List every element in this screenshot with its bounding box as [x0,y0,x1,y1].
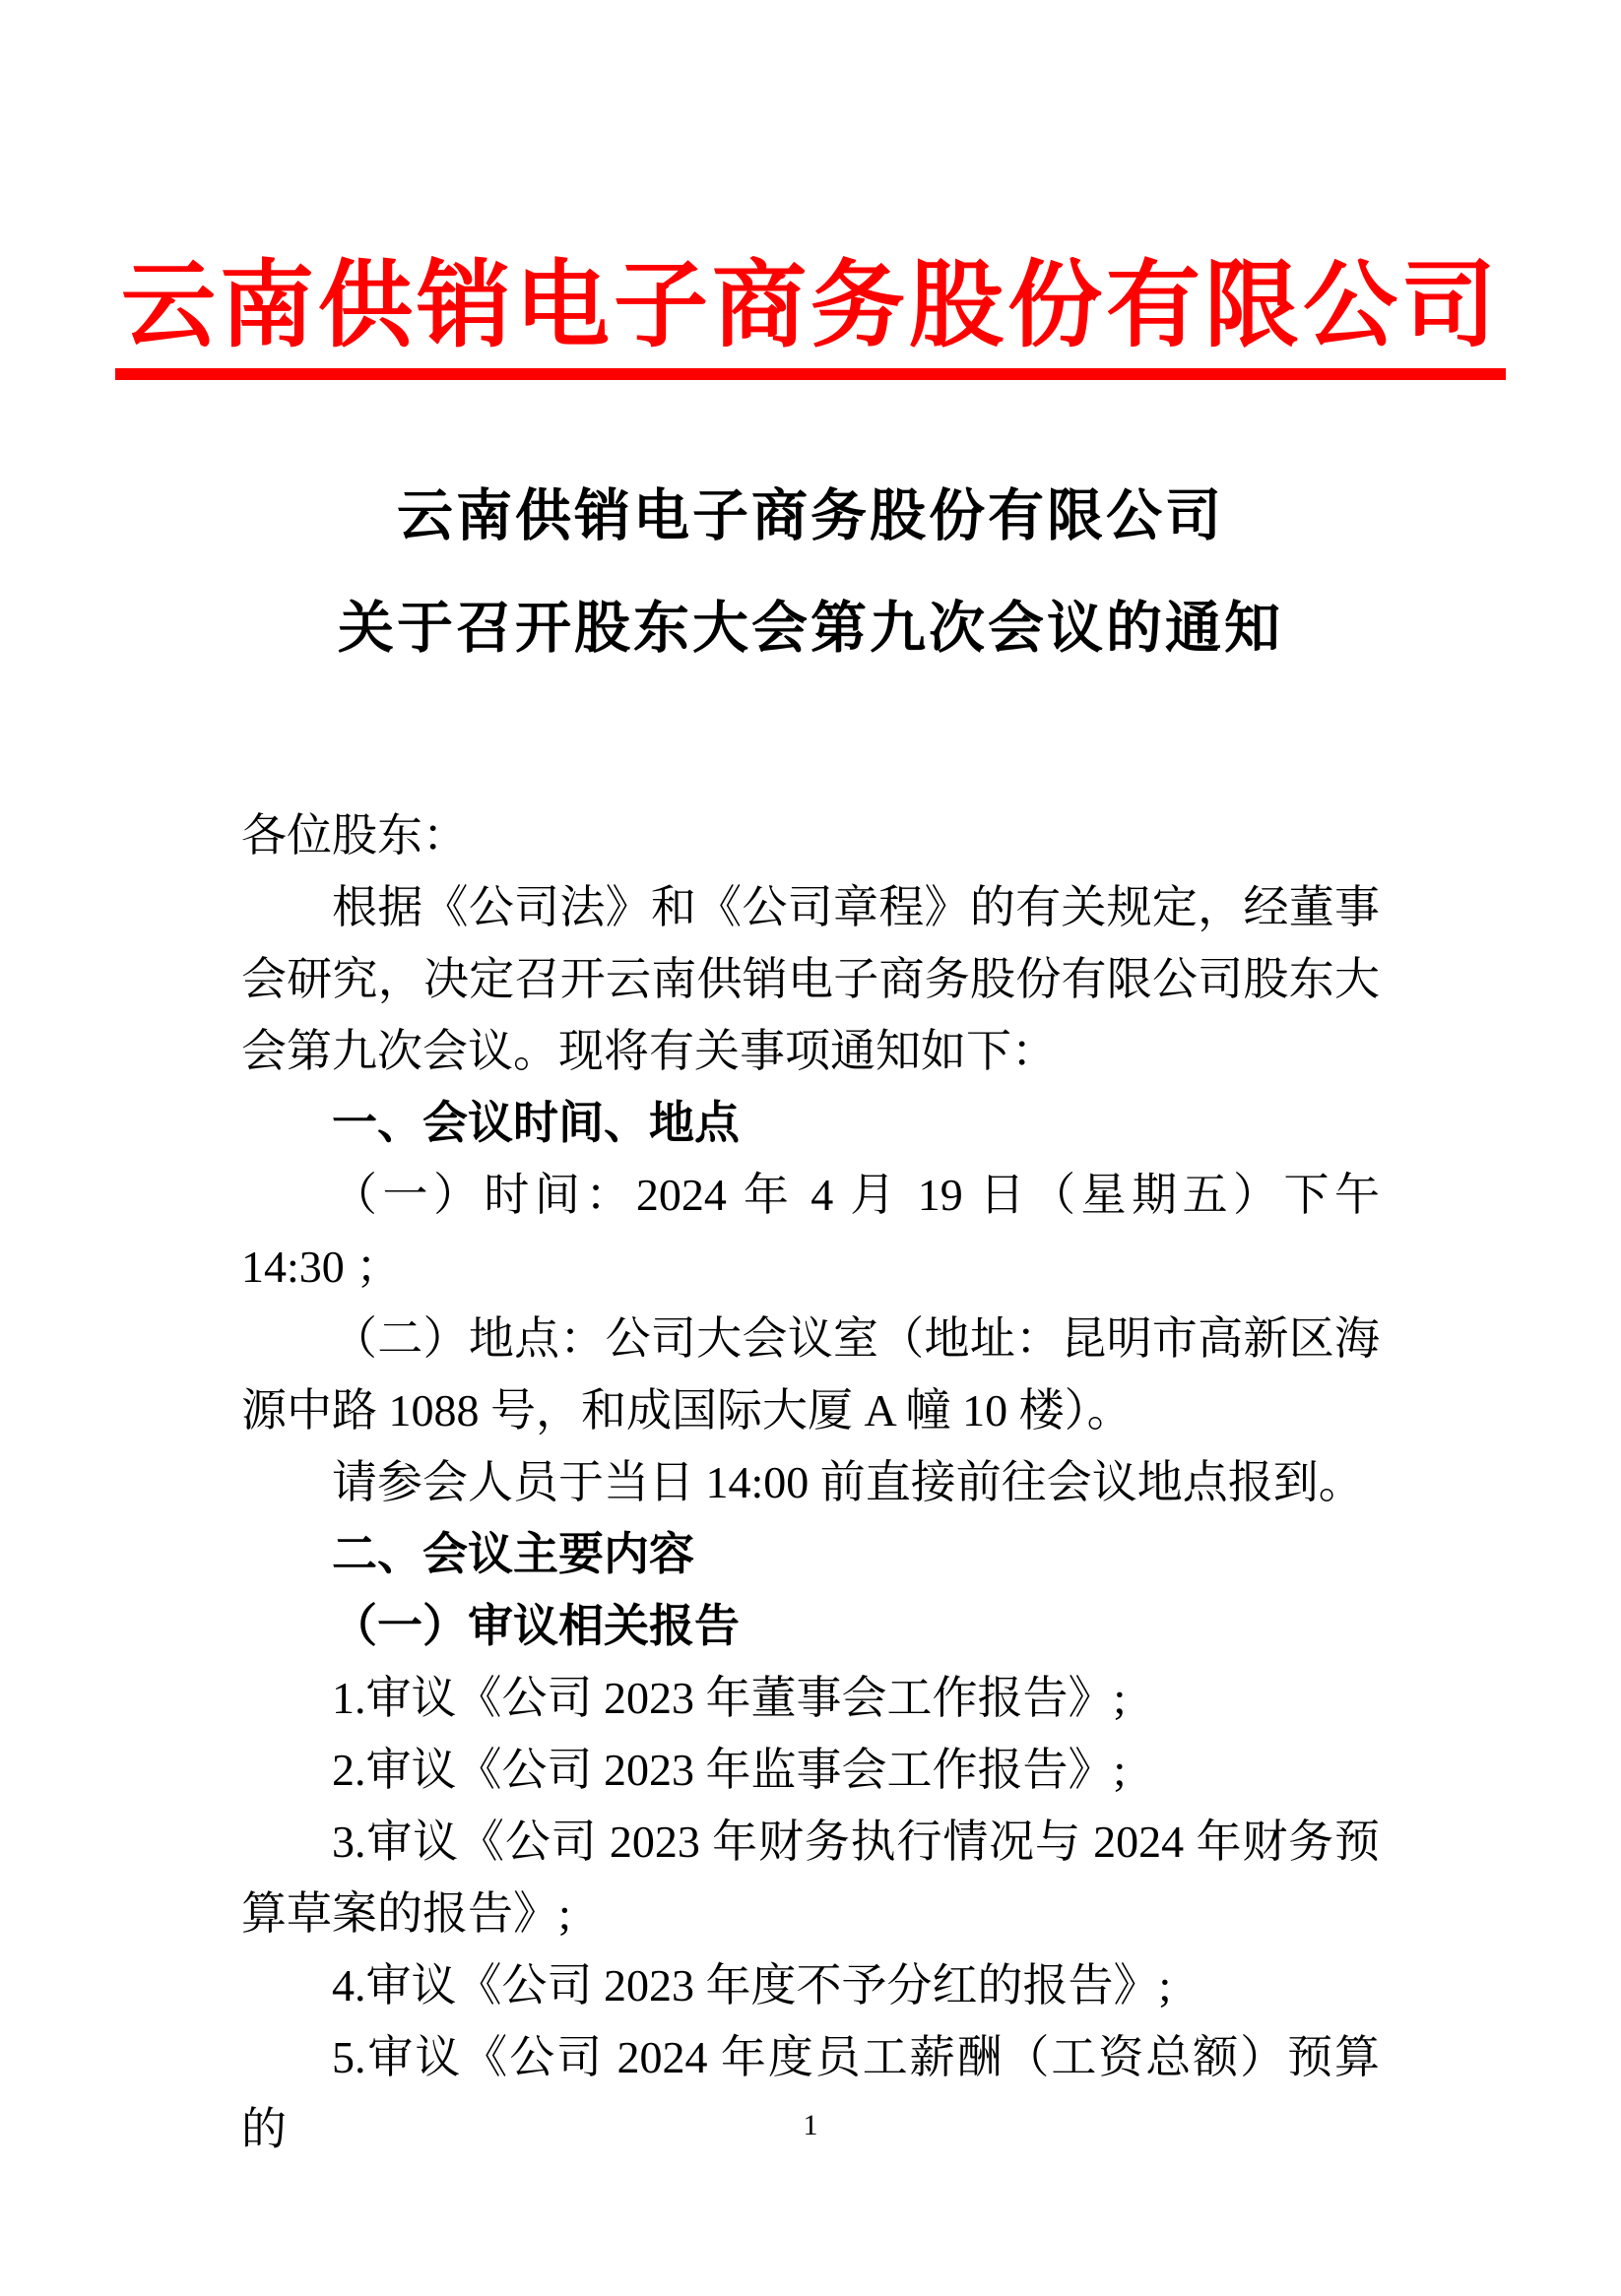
letterhead [0,254,1621,380]
page-number: 1 [803,2109,818,2141]
intro-paragraph: 根据《公司法》和《公司章程》的有关规定，经董事会研究，决定召开云南供销电子商务股份有限公司股东大会第九次会议。现将有关事项通知如下： [241,882,1380,1076]
agenda-item-1: 1.审议《公司 2023 年董事会工作报告》; [332,1673,1127,1723]
agenda-item-5: 5.审议《公司 2024 年度员工薪酬（工资总额）预算的 [241,2032,1380,2154]
section-2-heading: 二、会议主要内容 [332,1528,694,1579]
agenda-item-4: 4.审议《公司 2023 年度不予分红的报告》; [332,1960,1172,2010]
document-body [241,799,1380,2165]
page-footer [0,2109,1621,2142]
section-1-heading: 一、会议时间、地点 [332,1097,740,1148]
letterhead-company-name: 云南供销电子商务股份有限公司 [115,254,1506,380]
salutation: 各位股东： [241,810,468,861]
agenda-item-2: 2.审议《公司 2023 年监事会工作报告》; [332,1745,1127,1795]
checkin-note-line: 请参会人员于当日 14:00 前直接前往会议地点报到。 [332,1457,1364,1507]
title-line-1: 云南供销电子商务股份有限公司 [397,485,1224,547]
meeting-time-line: （一）时间：2024 年 4 月 19 日（星期五）下午 14:30 ； [241,1170,1380,1292]
agenda-item-3: 3.审议《公司 2023 年财务执行情况与 2024 年财务预算草案的报告》; [241,1817,1380,1939]
meeting-location-line: （二）地点：公司大会议室（地址：昆明市高新区海源中路 1088 号，和成国际大厦 A 幢 10 楼）。 [241,1313,1380,1435]
subsection-1-heading: （一）审议相关报告 [332,1601,740,1651]
document-title [0,461,1621,685]
title-line-2: 关于召开股东大会第九次会议的通知 [338,598,1283,660]
